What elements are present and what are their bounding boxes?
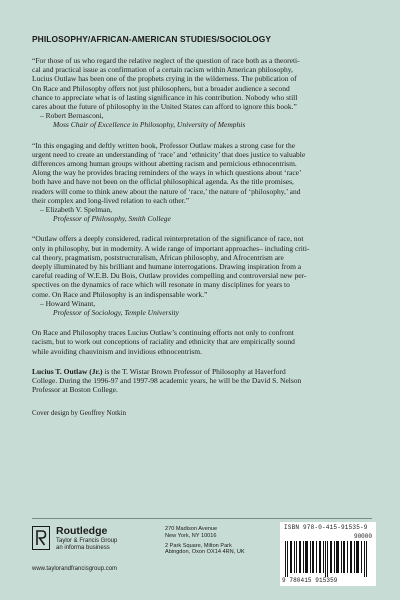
bio-line (32, 367, 372, 376)
blurb-3-author: – Howard Winant, (40, 298, 96, 308)
blurb-2 (32, 141, 372, 224)
barcode (280, 522, 376, 586)
blurb-2-line: both have and have not been on the official philosophical agenda. As the title promises, (32, 177, 294, 187)
blurb-3-line: “Outlaw offers a deeply considered, radical reinterpretation of the significance of race, not (32, 234, 304, 244)
publisher-addresses (165, 526, 275, 559)
address-line: 270 Madison Avenue (165, 526, 218, 532)
description-line: racism, but to work out conceptions of raciality and ethnicity that are empirically sound (32, 337, 295, 347)
publisher-tagline (56, 538, 117, 552)
publisher-website[interactable]: www.taylorandfrancisgroup.com (32, 566, 118, 572)
book-description (32, 328, 372, 356)
address-us (165, 526, 275, 540)
blurb-3-line: deeply illuminated by his brilliant and humane interrogations. Drawing inspiration from a (32, 262, 302, 272)
blurb-2-author: – Elizabeth V. Spelman, (40, 205, 113, 215)
blurb-3-line: careful reading of W.E.B. Du Bois, Outlaw provides compelling and controversial new per- (32, 271, 307, 281)
blurb-3-line: cal theory, pragmatism, poststructuralism, African philosophy, and Afrocentrism are (32, 252, 284, 262)
blurb-1-author: – Robert Bernasconi, (40, 111, 104, 121)
price-code: 90000 (353, 533, 372, 540)
publisher-business: an informa business (56, 545, 110, 551)
address-line: Abingdon, Oxon OX14 4RN, UK (165, 549, 245, 556)
blurb-1-author-title: Moss Chair of Excellence in Philosophy, University of Memphis (53, 120, 246, 130)
blurb-2-line: their complex and long-lived relation to each other.” (32, 195, 190, 205)
bio-line: College. During the 1996-97 and 1997-98 academic years, he will be the David S. Nelson (32, 376, 302, 386)
bio-author-name: Lucius T. Outlaw (Jr.) (32, 366, 103, 376)
barcode-bars-icon (284, 541, 372, 577)
cover-design-credit: Cover design by Geoffrey Notkin (32, 408, 126, 417)
address-line: 2 Park Square, Milton Park (165, 542, 232, 549)
blurb-3-line: spectives on the dynamics of race which will resonate in many disciplines for years to (32, 280, 290, 290)
bio-line: Professor at Boston College. (32, 385, 118, 395)
barcode-digits: 9 780415 915359 (282, 577, 338, 584)
publisher-block (32, 524, 262, 574)
blurb-2-line: readers will come to think anew about the nature of ‘race,’ the nature of ‘philosophy,’ and (32, 186, 301, 196)
publisher-name: Routledge (56, 525, 108, 537)
bio-line-text: is the T. Wistar Brown Professor of Philosophy at Haverford (102, 366, 286, 376)
address-line: New York, NY 10016 (165, 532, 217, 539)
blurb-2-line: urgent need to create an understanding of ‘race’ and ‘ethnicity’ that does justice to valuable (32, 149, 306, 159)
cover-text (32, 34, 372, 417)
blurb-2-author-title: Professor of Philosophy, Smith College (53, 214, 171, 224)
blurb-1-line: On Race and Philosophy offers not just philosophers, but a broader audience a second (32, 83, 290, 93)
blurb-1-line: cal and practical issue as confirmation of a certain racism within American philosophy, (32, 65, 293, 75)
divider (32, 518, 372, 519)
blurb-3 (32, 234, 372, 317)
blurb-1 (32, 56, 372, 130)
blurb-1-line: Lucius Outlaw has been one of the prophets crying in the wilderness. The publication of (32, 74, 297, 84)
blurb-2-line: “In this engaging and deftly written book, Professor Outlaw makes a strong case for the (32, 140, 296, 150)
isbn-label: ISBN 978-0-415-91535-9 (284, 524, 368, 531)
blurb-3-line: only in philosophy, but in modernity. A wide range of important approaches– including criti- (32, 243, 310, 253)
blurb-2-line: Along the way he provides bracing reminders of the ways in which questions about ‘race’ (32, 168, 302, 178)
publisher-group: Taylor & Francis Group (56, 538, 118, 544)
blurb-1-line: chance to appreciate what is of lasting significance in his contribution. Nobody who still (32, 92, 298, 102)
description-line: On Race and Philosophy traces Lucius Outlaw’s continuing efforts not only to confront (32, 328, 294, 338)
category-line: PHILOSOPHY/AFRICAN-AMERICAN STUDIES/SOCIOLOGY (32, 34, 272, 44)
blurb-2-line: differences among human groups without abetting racism and pernicious ethnocentrism. (32, 159, 297, 169)
routledge-logo-icon (32, 526, 50, 550)
blurb-1-line: “For those of us who regard the relative neglect of the question of race both as a theoreti- (32, 56, 300, 65)
blurb-1-line: cares about the future of philosophy in the United States can afford to ignore this book.” (32, 102, 297, 112)
description-line: while avoiding chauvinism and invidious ethnocentrism. (32, 346, 202, 356)
blurb-3-line: come. On Race and Philosophy is an indispensable work.” (32, 289, 208, 299)
blurb-3-author-title: Professor of Sociology, Temple University (53, 308, 179, 318)
address-uk (165, 543, 275, 557)
author-bio (32, 367, 372, 395)
